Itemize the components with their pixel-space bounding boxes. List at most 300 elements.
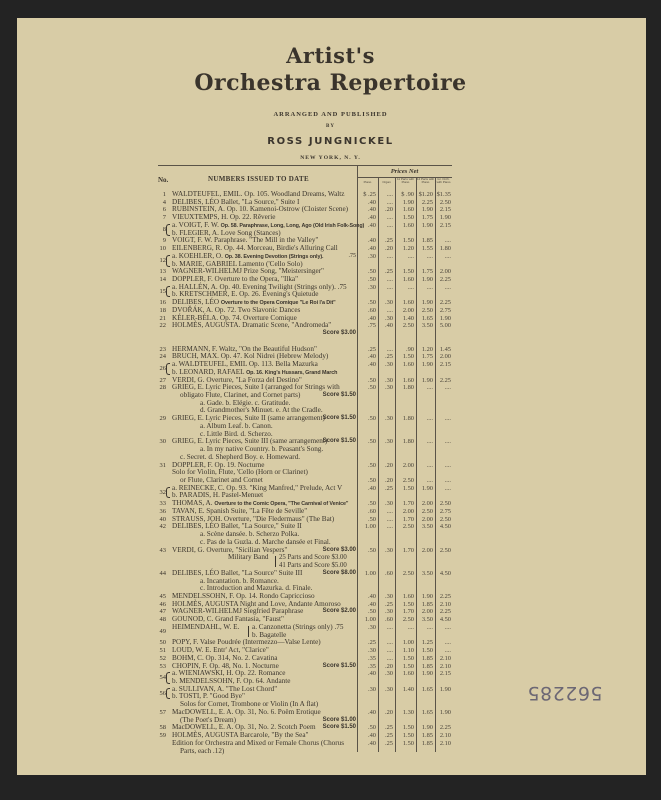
item-bold-text: Overture to the Opera Comique "Le Roi l'a Dit" xyxy=(220,300,336,307)
price-piano: .50 xyxy=(368,608,376,616)
item-number: 26 xyxy=(159,364,166,372)
list-item xyxy=(0,384,661,392)
price-organ: .... xyxy=(386,214,393,222)
price-full-orch: 2.75 xyxy=(439,306,451,314)
item-text: b. KRETSCHMER, E. Op. 26. Evening's Quietude xyxy=(172,290,319,299)
price-piano: .40 xyxy=(368,237,376,245)
list-item-continuation xyxy=(0,369,661,377)
list-item xyxy=(0,191,661,199)
price-14-parts: 3.50 xyxy=(421,322,433,330)
item-number: 46 xyxy=(159,600,166,608)
price-full-orch: 2.10 xyxy=(439,662,451,670)
price-organ: .25 xyxy=(385,268,393,276)
price-full-orch: 1.90 xyxy=(439,214,451,222)
price-piano: .25 xyxy=(368,639,376,647)
item-number: 58 xyxy=(159,724,166,732)
list-item xyxy=(0,322,661,330)
item-title xyxy=(180,748,224,756)
price-11-parts: 1.90 xyxy=(402,198,414,206)
item-text: BRUCH, MAX. Op. 47. Kol Nidrei (Hebrew Melody) xyxy=(172,352,329,361)
item-text: (The Poet's Dream) xyxy=(180,715,236,724)
price-11-parts: 1.00 xyxy=(402,639,414,647)
price-piano: .30 xyxy=(368,252,376,260)
list-item xyxy=(0,214,661,222)
item-text: HOLMÈS, AUGUSTA. Dramatic Scene, "Andromeda" xyxy=(172,321,332,330)
item-number: 48 xyxy=(159,616,166,624)
price-organ: .... xyxy=(386,345,393,353)
item-number: 52 xyxy=(159,654,166,662)
price-organ: .30 xyxy=(385,592,393,600)
item-text: RUBINSTEIN, A. Op. 10. Kamenoi-Ostrow (Cloister Scene) xyxy=(172,205,349,214)
price-full-orch: 2.15 xyxy=(439,670,451,678)
list-item xyxy=(0,415,661,423)
price-piano: .40 xyxy=(368,708,376,716)
price-11-parts: 1.60 xyxy=(402,670,414,678)
price-14-parts: 1.75 xyxy=(421,353,433,361)
price-piano: .50 xyxy=(368,415,376,423)
item-number: 13 xyxy=(159,268,166,276)
price-piano: .50 xyxy=(368,500,376,508)
price-piano: .40 xyxy=(368,353,376,361)
brace xyxy=(275,562,278,567)
price-organ: .40 xyxy=(385,322,393,330)
price-full-orch: 2.10 xyxy=(439,732,451,740)
price-14-parts: 2.50 xyxy=(421,306,433,314)
price-14-parts: 3.50 xyxy=(421,616,433,624)
score-price: Score $8.00 xyxy=(322,569,356,576)
list-item xyxy=(0,724,661,732)
list-item xyxy=(0,608,661,616)
item-text: Solo for Violin, Flute, 'Cello (Horn or Clarinet) xyxy=(172,468,308,477)
publisher-name: ROSS JUNGNICKEL xyxy=(267,136,394,147)
price-full-orch: 1.90 xyxy=(439,708,451,716)
price-full-orch: 2.50 xyxy=(439,515,451,523)
item-subtitle: 25 Parts and Score $3.00 xyxy=(279,554,347,562)
price-11-parts: 1.60 xyxy=(402,206,414,214)
item-subtitle: a. Canzonetta (Strings only) .75 xyxy=(252,622,344,631)
price-full-orch: .... xyxy=(444,237,451,245)
item-text: CHOPIN, F. Op. 48, No. 1. Nocturne xyxy=(172,661,279,670)
list-item-continuation xyxy=(0,261,661,269)
price-organ: .30 xyxy=(385,314,393,322)
item-number: 21 xyxy=(159,314,166,322)
header-prices-net: Prices Net xyxy=(390,168,419,175)
price-11-parts: 1.20 xyxy=(402,245,414,253)
item-text: a. WIENIAWSKI, H. Op. 22. Romance xyxy=(172,669,286,678)
item-bold-text: Op. 38. Evening Devotion (Strings only). xyxy=(224,253,324,260)
item-text: LOUD, W. E. Entr' Act, "Clarice" xyxy=(172,646,269,655)
item-text: b. PARADIS, H. Pastel-Menuet xyxy=(172,491,264,500)
item-text: VERDI, G. Overture, "La Forza del Destino" xyxy=(172,375,302,384)
item-number: 43 xyxy=(159,546,166,554)
price-11-parts: 2.50 xyxy=(402,477,414,484)
item-number: 23 xyxy=(159,345,166,353)
price-11-parts: 1.70 xyxy=(402,515,414,523)
price-organ: .... xyxy=(386,221,393,229)
item-number: 15 xyxy=(159,287,166,295)
price-full-orch: 2.00 xyxy=(439,268,451,276)
price-full-orch: 1.90 xyxy=(439,314,451,322)
list-item xyxy=(0,346,661,354)
col-header-14-parts: 14 Parts with Piano xyxy=(416,177,435,185)
item-text: b. FLEGIER, A. Love Song (Stances) xyxy=(172,228,281,237)
price-organ: .30 xyxy=(385,361,393,369)
item-subtitle: 41 Parts and Score $5.00 xyxy=(279,562,347,570)
item-number: 51 xyxy=(159,647,166,655)
item-title xyxy=(228,554,269,562)
price-14-parts: 1.90 xyxy=(421,670,433,678)
item-number: 18 xyxy=(159,306,166,314)
price-14-parts: 1.85 xyxy=(421,654,433,662)
item-text: c. Pas de la Guzla. d. Marche dansée et Final. xyxy=(200,537,331,546)
price-14-parts: $1.20 xyxy=(418,191,433,198)
item-text: b. MARIE, GABRIEL Lamento ('Cello Solo) xyxy=(172,259,303,268)
price-full-orch: 2.10 xyxy=(439,654,451,662)
item-text: DELIBES, LÉO Ballet, "La Source" Suite III xyxy=(172,568,303,577)
price-11-parts: 2.50 xyxy=(402,616,414,624)
price-11-parts: 1.50 xyxy=(402,353,414,361)
price-full-orch: 4.50 xyxy=(439,616,451,624)
list-item-continuation xyxy=(0,554,661,562)
item-text: MacDOWELL, E. A. Op. 31, No. 2. Scotch Poem xyxy=(172,723,316,732)
item-number: 4 xyxy=(162,198,166,206)
price-organ: .30 xyxy=(385,608,393,616)
price-organ: .... xyxy=(386,647,393,655)
price-14-parts: 3.50 xyxy=(421,523,433,531)
item-number: 6 xyxy=(162,206,166,214)
price-piano: .50 xyxy=(368,376,376,384)
item-text: BOHM, C. Op. 314, No. 2. Cavatina xyxy=(172,653,278,662)
brace xyxy=(166,693,170,699)
price-full-orch: 1.45 xyxy=(439,345,451,353)
list-item xyxy=(0,299,661,307)
price-organ: .20 xyxy=(385,708,393,716)
item-text: b. MENDELSSOHN, F. Op. 64. Andante xyxy=(172,676,291,685)
price-11-parts: .... xyxy=(407,623,414,631)
price-14-parts: 1.55 xyxy=(421,245,433,253)
item-number: 45 xyxy=(159,592,166,600)
item-number: 28 xyxy=(159,384,166,392)
price-14-parts: 1.65 xyxy=(421,685,433,693)
price-full-orch: 2.25 xyxy=(439,592,451,600)
item-text: GRIEG, E. Lyric Pieces, Suite III (same arrangement) xyxy=(172,437,328,446)
list-item-continuation xyxy=(0,492,661,500)
price-organ: .25 xyxy=(385,732,393,740)
price-11-parts: 1.50 xyxy=(402,600,414,608)
price-piano: .25 xyxy=(368,345,376,353)
price-piano: .40 xyxy=(368,484,376,492)
brace xyxy=(166,291,170,297)
price-14-parts: 1.85 xyxy=(421,732,433,740)
brace xyxy=(166,369,170,375)
list-item-continuation xyxy=(0,632,661,640)
item-text: Parts, each .12) xyxy=(180,746,225,755)
item-number: 49 xyxy=(159,627,166,635)
price-full-orch: 2.15 xyxy=(439,361,451,369)
price-full-orch: $1.35 xyxy=(436,191,451,198)
price-full-orch: 2.25 xyxy=(439,376,451,384)
item-subtitle: b. Bagatelle xyxy=(252,630,287,639)
price-piano: .40 xyxy=(368,592,376,600)
price-piano: .30 xyxy=(368,623,376,631)
list-item-continuation xyxy=(0,578,661,586)
price-14-parts: 1.65 xyxy=(421,314,433,322)
item-text: Solos for Cornet, Trombone or Violin (In A flat) xyxy=(180,700,319,709)
list-item-continuation xyxy=(0,407,661,415)
price-organ: .30 xyxy=(385,299,393,307)
price-piano: .40 xyxy=(368,214,376,222)
price-full-orch: 2.10 xyxy=(439,739,451,747)
list-item-continuation xyxy=(0,446,661,454)
price-piano: .75 xyxy=(368,322,376,330)
price-11-parts: 1.50 xyxy=(402,739,414,747)
item-title xyxy=(172,322,331,330)
item-text: MENDELSSOHN, F. Op. 14. Rondo Capriccioso xyxy=(172,591,315,600)
price-piano: .30 xyxy=(368,283,376,291)
price-organ: .... xyxy=(386,198,393,206)
price-piano: .40 xyxy=(368,670,376,678)
list-item-continuation xyxy=(0,392,661,400)
price-piano: .40 xyxy=(368,314,376,322)
item-text: a. HALLÉN, A. Op. 40. Evening Twilight (Strings only). .75 xyxy=(172,282,347,291)
price-full-orch: .... xyxy=(444,484,451,492)
item-text: c. Introduction and Mazurka. d. Finale. xyxy=(200,584,313,593)
item-text: HERMANN, F. Waltz, "On the Beautiful Hudson" xyxy=(172,344,317,353)
price-organ: .20 xyxy=(385,206,393,214)
list-item-continuation xyxy=(0,454,661,462)
price-14-parts: .... xyxy=(426,461,433,469)
item-text: a. REINECKE, C. Op. 93. "King Manfred," Prelude, Act V xyxy=(172,483,343,492)
price-piano: 1.00 xyxy=(364,569,376,577)
price-11-parts: 1.60 xyxy=(402,376,414,384)
price-organ: .30 xyxy=(385,546,393,554)
score-price: Score $1.50 xyxy=(322,391,356,398)
price-organ: .30 xyxy=(385,438,393,446)
item-text: a. SULLIVAN, A. "The Lost Chord" xyxy=(172,684,278,693)
price-organ: .20 xyxy=(385,662,393,670)
list-item xyxy=(0,307,661,315)
price-14-parts: 1.75 xyxy=(421,268,433,276)
price-organ: .... xyxy=(386,507,393,515)
price-piano: .40 xyxy=(368,361,376,369)
item-text: EILENBERG, R. Op. 44. Morceau, Birdie's Alluring Call xyxy=(172,244,338,253)
price-11-parts: 1.80 xyxy=(402,438,414,446)
item-text: HOLMÈS, AUGUSTA Night and Love, Andante Amoroso xyxy=(172,599,341,608)
price-piano: .40 xyxy=(368,245,376,253)
price-full-orch: 2.00 xyxy=(439,353,451,361)
arranged-text: ARRANGED AND PUBLISHED xyxy=(273,111,388,118)
price-piano: .30 xyxy=(368,685,376,693)
price-full-orch: .... xyxy=(444,415,451,423)
price-piano: .40 xyxy=(368,221,376,229)
price-14-parts: .... xyxy=(426,415,433,423)
list-item-continuation xyxy=(0,338,661,346)
score-price: Score $1.00 xyxy=(322,716,356,723)
price-piano: .50 xyxy=(368,268,376,276)
brace xyxy=(248,632,251,637)
price-full-orch: 4.50 xyxy=(439,569,451,577)
item-number: 32 xyxy=(159,488,166,496)
price-organ: .30 xyxy=(385,415,393,423)
item-text: DELIBES, LÉO Ballet, "La Source," Suite I xyxy=(172,197,300,206)
item-text: b. LEONARD, RAFAEL xyxy=(172,367,247,376)
item-number: 9 xyxy=(162,237,166,245)
header-no: No. xyxy=(158,176,169,184)
price-full-orch: 2.10 xyxy=(439,600,451,608)
score-price: Score $1.50 xyxy=(322,724,356,731)
price-11-parts: 2.00 xyxy=(402,461,414,469)
price-11-parts: 2.50 xyxy=(402,322,414,330)
price-piano: .35 xyxy=(368,654,376,662)
list-item xyxy=(0,268,661,276)
price-14-parts: .... xyxy=(426,438,433,446)
price-14-parts: 1.85 xyxy=(421,237,433,245)
price-organ: .... xyxy=(386,639,393,647)
price-full-orch: 2.15 xyxy=(439,206,451,214)
item-text: a. In my native Country. b. Peasant's Song. xyxy=(200,445,324,454)
price-organ: .30 xyxy=(385,384,393,392)
price-14-parts: 1.20 xyxy=(421,345,433,353)
price-14-parts: 1.90 xyxy=(421,221,433,229)
price-organ: .25 xyxy=(385,353,393,361)
item-number: 29 xyxy=(159,415,166,423)
price-piano: .40 xyxy=(368,739,376,747)
price-11-parts: 1.80 xyxy=(402,415,414,423)
item-text: VOIGT, F. W. Paraphrase. "The Mill in the Valley" xyxy=(172,236,319,245)
item-number: 47 xyxy=(159,608,166,616)
price-11-parts: 1.70 xyxy=(402,546,414,554)
item-text: KÉLER-BÉLA. Op. 74. Overture Comique xyxy=(172,313,297,322)
price-14-parts: .... xyxy=(426,283,433,291)
item-text: DOPPLER, F. Op. 19. Nocturne xyxy=(172,460,265,469)
item-text: c. Little Bird. d. Scherzo. xyxy=(200,429,273,438)
price-full-orch: 2.50 xyxy=(439,546,451,554)
item-text: DELIBES, LÉO Ballet, "La Source," Suite II xyxy=(172,522,302,531)
item-text: HOLMÈS, AUGUSTA Barcarole, "By the Sea" xyxy=(172,731,309,740)
item-number: 22 xyxy=(159,322,166,330)
list-item xyxy=(0,655,661,663)
price-piano: .50 xyxy=(368,276,376,284)
price-14-parts: .... xyxy=(426,477,433,484)
price-14-parts: 1.90 xyxy=(421,484,433,492)
item-title xyxy=(172,624,239,632)
price-organ: .30 xyxy=(385,500,393,508)
price-organ: .25 xyxy=(385,724,393,732)
price-piano: .60 xyxy=(368,507,376,515)
price-11-parts: 1.60 xyxy=(402,299,414,307)
item-text: DELIBES, LÉO xyxy=(172,298,221,307)
price-11-parts: 1.50 xyxy=(402,237,414,245)
col-header-full-orch: Gr. Orch. with Piano xyxy=(436,177,451,185)
price-organ: .... xyxy=(386,523,393,531)
price-piano: .35 xyxy=(368,662,376,670)
item-text: or Flute, Clarinet and Cornet xyxy=(180,476,263,484)
price-11-parts: 1.30 xyxy=(402,708,414,716)
price-full-orch: 2.75 xyxy=(439,507,451,515)
item-text: b. TOSTI, P. "Good Bye" xyxy=(172,692,245,701)
price-organ: .... xyxy=(386,306,393,314)
item-text: VERDI, G. Overture, "Sicilian Vespers" xyxy=(172,545,288,554)
item-bold-text: Op. 16. King's Hussars, Grand March xyxy=(246,369,338,376)
list-item xyxy=(0,663,661,671)
item-text: VIEUXTEMPS, H. Op. 22. Rêverie xyxy=(172,213,276,222)
item-number: 8 xyxy=(162,225,166,233)
price-organ: .... xyxy=(386,276,393,284)
list-item-continuation xyxy=(0,585,661,593)
price-full-orch: .... xyxy=(444,647,451,655)
item-text: POPY, F. Valse Poudrée (Intermezzo—Valse Lente) xyxy=(172,638,321,647)
price-11-parts: 1.70 xyxy=(402,500,414,508)
price-14-parts: 1.90 xyxy=(421,276,433,284)
list-item-continuation xyxy=(0,291,661,299)
price-organ: .20 xyxy=(385,245,393,253)
price-full-orch: 2.25 xyxy=(439,299,451,307)
item-number: 14 xyxy=(159,276,166,284)
price-piano: .30 xyxy=(368,647,376,655)
price-14-parts: .... xyxy=(426,252,433,260)
score-price: Score $3.00 xyxy=(322,330,356,337)
price-piano: 1.00 xyxy=(364,616,376,624)
item-number: 27 xyxy=(159,376,166,384)
price-14-parts: 1.90 xyxy=(421,724,433,732)
price-piano: .40 xyxy=(368,732,376,740)
list-item xyxy=(0,523,661,531)
item-text: a. Album Leaf. b. Canon. xyxy=(200,421,273,430)
item-number: 30 xyxy=(159,438,166,446)
item-text: Edition for Orchestra and Mixed or Female Chorus (Chorus xyxy=(172,738,345,747)
list-item-continuation xyxy=(0,469,661,477)
item-number: 40 xyxy=(159,515,166,523)
price-11-parts: 1.10 xyxy=(402,647,414,655)
list-item xyxy=(0,601,661,609)
price-organ: .... xyxy=(386,283,393,291)
item-text: DVOŘÁK, A. Op. 72. Two Slavonic Dances xyxy=(172,305,301,314)
price-full-orch: .... xyxy=(444,252,451,260)
item-number: 42 xyxy=(159,523,166,531)
score-price: .75 xyxy=(348,252,356,259)
price-11-parts: 1.60 xyxy=(402,361,414,369)
price-11-parts: 1.80 xyxy=(402,384,414,392)
item-number: 24 xyxy=(159,353,166,361)
brace xyxy=(166,678,170,684)
price-14-parts: 1.85 xyxy=(421,739,433,747)
price-11-parts: $ .90 xyxy=(401,191,414,198)
item-text: STRAUSS, JOH. Overture, "Die Fledermaus" (The Bat) xyxy=(172,514,335,523)
item-text: d. Grandmother's Minuet. e. At the Cradle. xyxy=(200,406,323,415)
col-header-piano: Piano xyxy=(363,180,372,184)
price-piano: .50 xyxy=(368,477,376,484)
item-text: Military Band xyxy=(228,553,269,562)
price-14-parts: 3.50 xyxy=(421,569,433,577)
list-item-continuation xyxy=(0,400,661,408)
price-14-parts: 1.90 xyxy=(421,376,433,384)
item-text: a. Gade. b. Elégie. c. Gratitude. xyxy=(200,398,291,407)
item-number: 59 xyxy=(159,732,166,740)
item-number: 57 xyxy=(159,708,166,716)
brace xyxy=(166,230,170,236)
item-number: 31 xyxy=(159,461,166,469)
price-full-orch: 5.00 xyxy=(439,322,451,330)
title-line-1: Artist's xyxy=(286,43,375,68)
list-item xyxy=(0,438,661,446)
price-piano: .50 xyxy=(368,438,376,446)
price-14-parts: .... xyxy=(426,623,433,631)
price-piano: .60 xyxy=(368,306,376,314)
item-text: a. VOIGT, F. W. xyxy=(172,220,221,229)
price-11-parts: 1.60 xyxy=(402,592,414,600)
list-item xyxy=(0,353,661,361)
item-text: WAGNER-WILHELMJ Prize Song, "Meistersinger" xyxy=(172,267,324,276)
